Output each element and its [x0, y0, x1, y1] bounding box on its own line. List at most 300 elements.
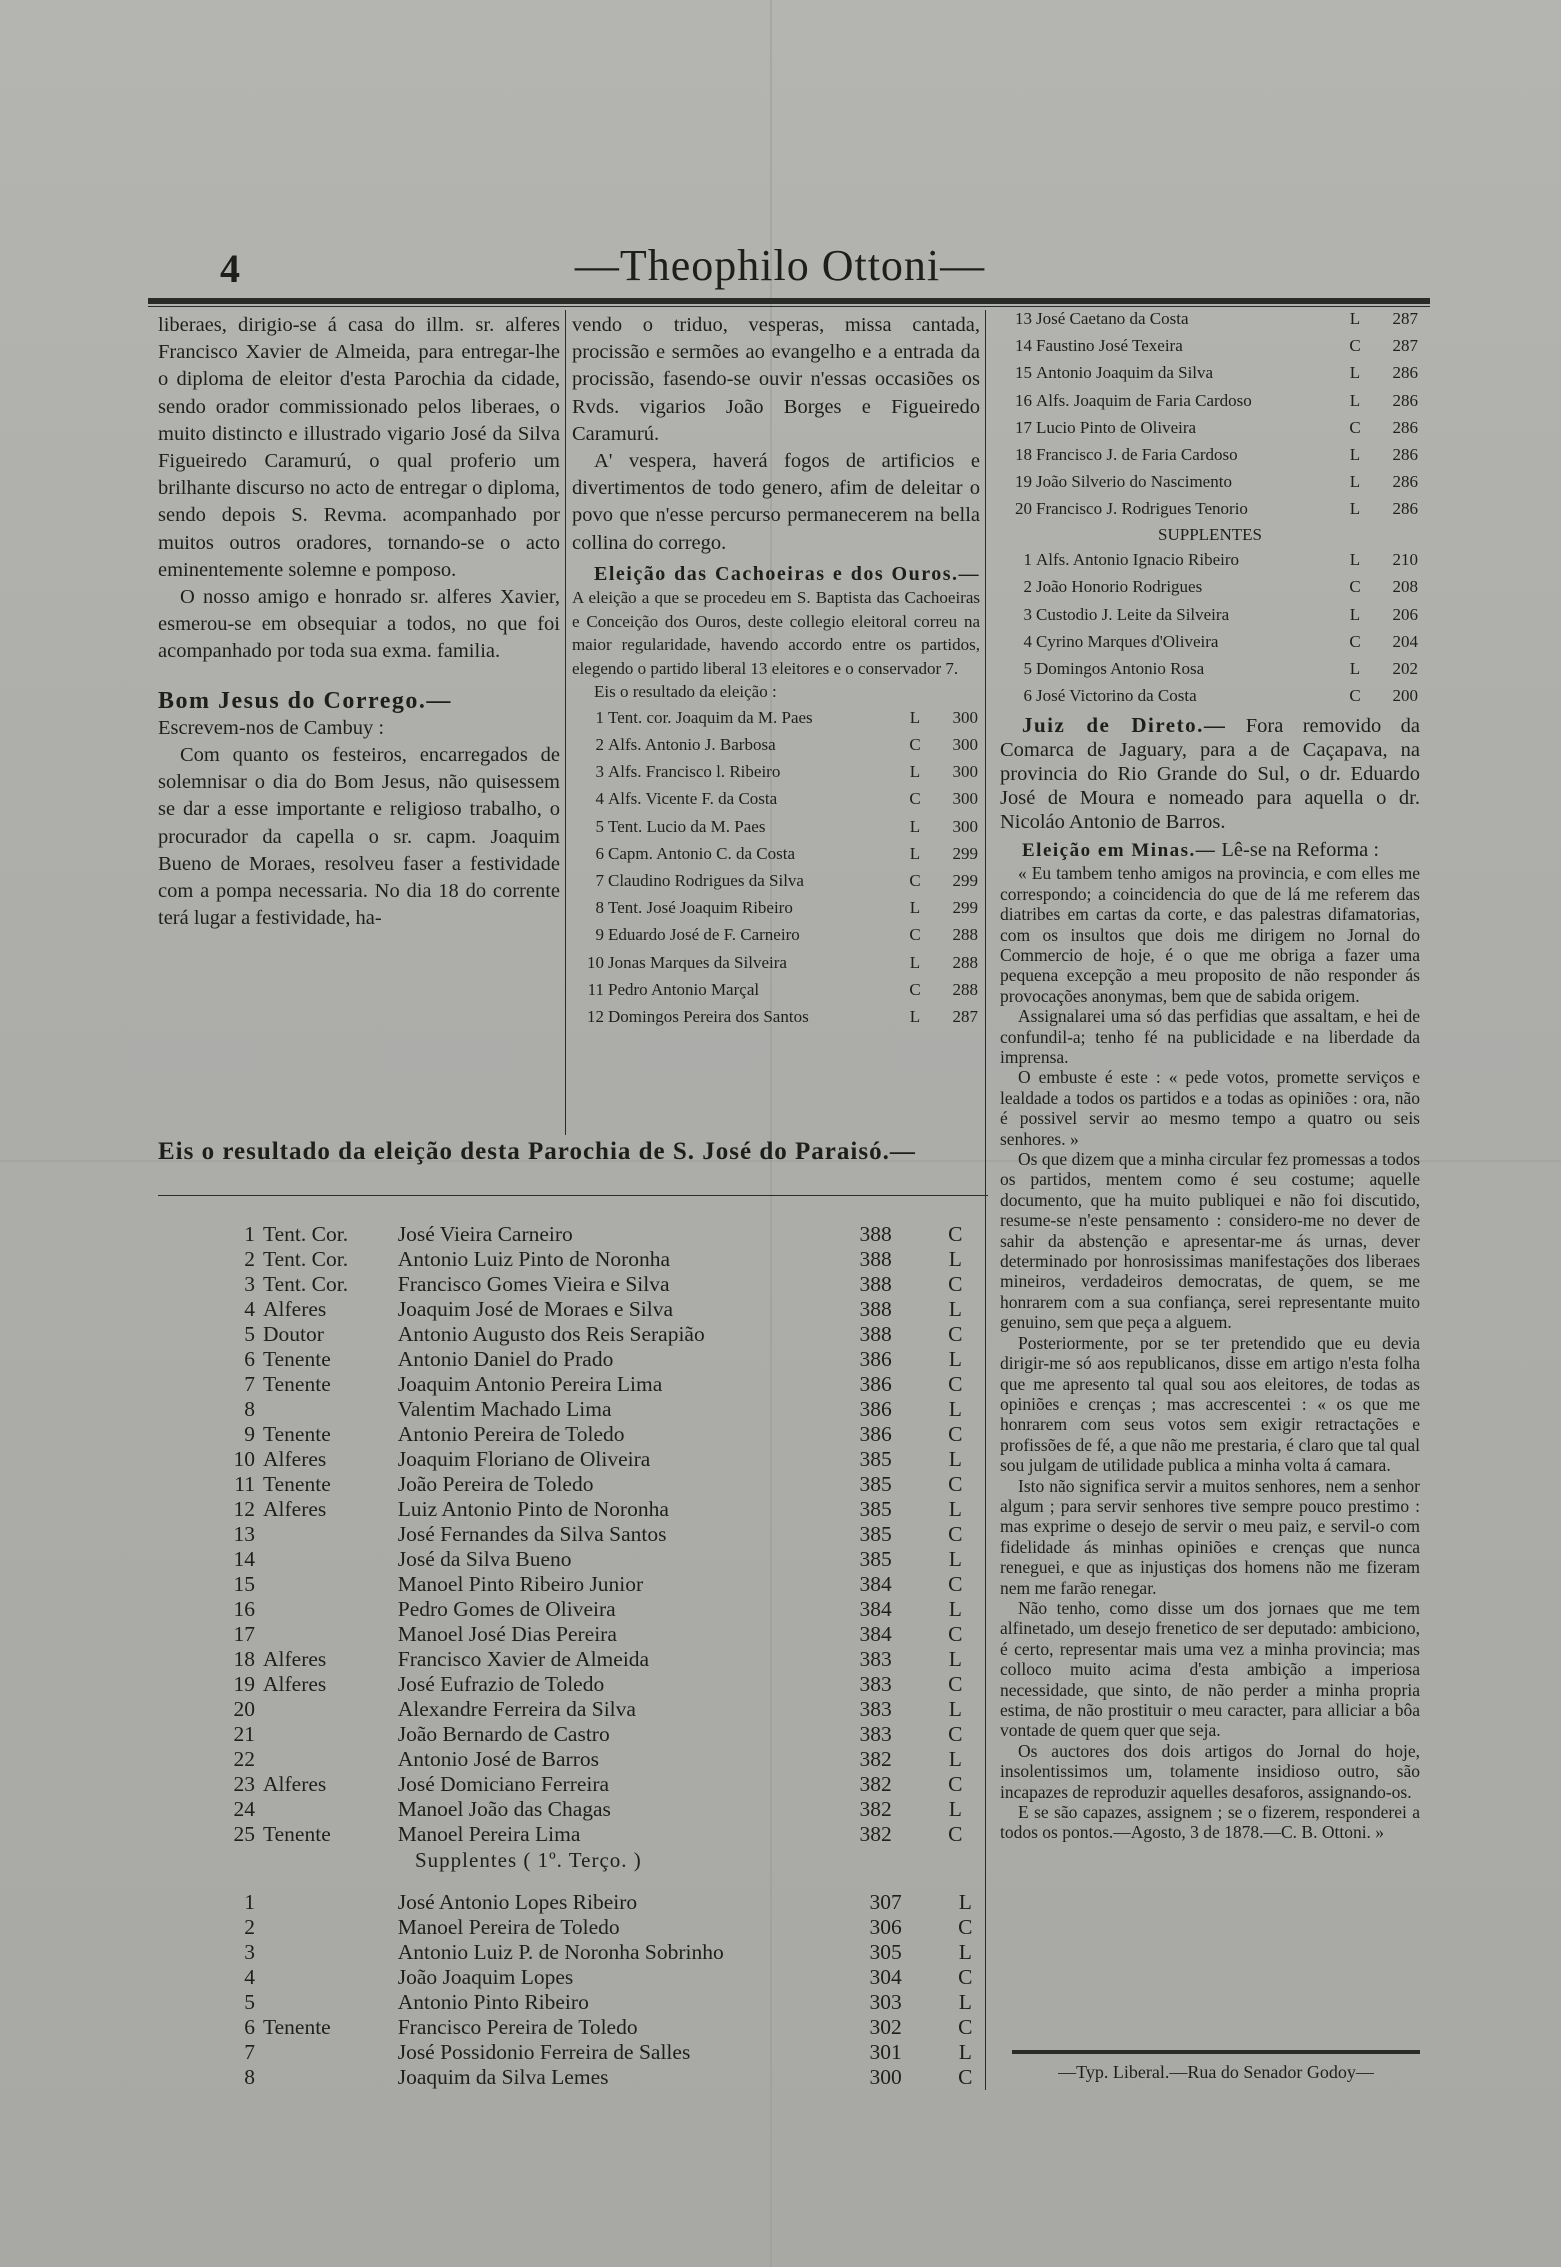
juiz-heading: Juiz de Direto.— [1022, 713, 1227, 738]
candidate-name: José Domiciano Ferreira [397, 1772, 610, 1796]
row-number: 7 [244, 1372, 255, 1396]
candidate-name: José Eufrazio de Toledo [397, 1672, 605, 1696]
party-letter: C [1349, 417, 1361, 437]
party-letter: C [948, 1372, 963, 1396]
minas-letter [1000, 863, 1420, 1843]
candidate-name: Antonio Luiz Pinto de Noronha [397, 1247, 671, 1271]
party-letter: L [1349, 472, 1361, 492]
masthead-title: —Theophilo Ottoni— [574, 241, 986, 290]
cachoeiras-result-row [572, 813, 980, 840]
candidate-rank [259, 1965, 394, 1990]
row-number: 5 [595, 816, 604, 836]
candidate-rank [259, 1547, 394, 1572]
row-number: 8 [244, 1397, 255, 1421]
vote-count: 300 [952, 707, 978, 727]
vote-count: 386 [859, 1397, 892, 1421]
party-letter: C [1349, 686, 1361, 706]
row-number: 3 [244, 1272, 255, 1296]
sao-jose-result-row [210, 1272, 990, 1297]
minas-letter-paragraph: Assignalarei uma só das perfidias que assaltam, e hei de confundil-a; tenho fé na publicidade e na liberdade da imprensa. [1000, 1006, 1420, 1067]
sao-jose-result-row [210, 1697, 990, 1722]
row-number: 16 [1015, 390, 1032, 410]
party-letter: L [1349, 390, 1361, 410]
candidate-name: Antonio Pinto Ribeiro [397, 1990, 589, 2014]
row-number: 2 [1023, 577, 1032, 597]
party-letter: C [1349, 336, 1361, 356]
candidate-name: Francisco J. Rodrigues Tenorio [1036, 499, 1248, 519]
minas-letter-paragraph: Isto não significa servir a muitos senhores, nem a senhor algum ; para servir senhores tive sempre pouco prestimo : mas exprime o desejo de servir o meu paiz, e servil-o com fidelidade ás minhas opiniões e crenças que nunca reneguei, e que as injustiças dos homens não me fizeram nem me farão renegar. [1000, 1475, 1420, 1598]
col2-paragraph-1: vendo o triduo, vesperas, missa cantada, procissão e sermões ao evangelho e a entrada da procissão, fasendo-se ouvir n'essas occasiões os Rvds. vigarios João Borges e Figueiredo Caramurú. [572, 314, 980, 445]
row-number: 6 [1023, 686, 1032, 706]
party-letter: L [948, 1347, 962, 1371]
party-letter: L [958, 1890, 972, 1914]
vote-count: 287 [952, 1007, 978, 1027]
cachoeiras-result-row [1000, 305, 1420, 332]
party-letter: L [948, 1247, 962, 1271]
party-letter: L [948, 1447, 962, 1471]
candidate-name: Manoel Pinto Ribeiro Junior [397, 1572, 644, 1596]
vote-count: 302 [869, 2015, 902, 2039]
vote-count: 306 [869, 1915, 902, 1939]
vote-count: 384 [859, 1622, 892, 1646]
candidate-rank [259, 1722, 394, 1747]
vote-count: 299 [952, 871, 978, 891]
vote-count: 300 [952, 789, 978, 809]
row-number: 7 [244, 2040, 255, 2064]
party-letter: L [1349, 604, 1361, 624]
row-number: 11 [234, 1472, 255, 1496]
minas-letter-paragraph: Os auctores dos dois artigos do Jornal do hoje, insolentissimos um, tolamente insidioso outro, são incapazes de reproduzir aquelles desaforos, assignando-os. [1000, 1740, 1420, 1802]
candidate-name: Claudino Rodrigues da Silva [608, 871, 804, 891]
party-letter: L [948, 1647, 962, 1671]
candidate-rank: Alferes [263, 1647, 327, 1671]
vote-count: 303 [869, 1990, 902, 2014]
party-letter: L [1349, 363, 1361, 383]
cachoeiras-result-row [572, 1003, 980, 1030]
row-number: 21 [233, 1722, 255, 1746]
vote-count: 300 [869, 2065, 902, 2089]
sao-jose-result-row [210, 1297, 990, 1322]
cachoeiras-result-row [572, 758, 980, 785]
cachoeiras-result-row [572, 785, 980, 812]
column-3 [1000, 305, 1420, 1843]
candidate-name: José Possidonio Ferreira de Salles [397, 2040, 691, 2064]
supplentes-heading: SUPPLENTES [1158, 524, 1262, 544]
row-number: 4 [244, 1297, 255, 1321]
party-letter: L [948, 1497, 962, 1521]
sao-jose-result-row [210, 1447, 990, 1472]
vote-count: 388 [859, 1247, 892, 1271]
candidate-name: Antonio Luiz P. de Noronha Sobrinho [397, 1940, 724, 1964]
vote-count: 210 [1392, 550, 1418, 570]
candidate-name: João Honorio Rodrigues [1036, 577, 1203, 597]
sao-jose-supplentes-title: Supplentes ( 1º. Terço. ) [415, 1848, 642, 1872]
party-letter: L [958, 1940, 972, 1964]
candidate-name: Alfs. Vicente F. da Costa [608, 789, 778, 809]
vote-count: 300 [952, 816, 978, 836]
candidate-name: Antonio Augusto dos Reis Serapião [397, 1322, 705, 1346]
minas-letter-paragraph: « Eu tambem tenho amigos na provincia, e com elles me correspondo; a coincidencia do que de lá me referem das diatribes em cartas da corte, e das palestras difamatorias, com os insultos que dois me dirigem no Jornal do Commercio de hoje, é o que me obriga a fazer uma pequena excepção a meu proposito de não responder ás provocações anonymas, bem que de sabida origem. [1000, 863, 1420, 1006]
row-number: 2 [595, 735, 604, 755]
vote-count: 385 [859, 1522, 892, 1546]
vote-count: 286 [1392, 499, 1418, 519]
row-number: 6 [244, 1347, 255, 1371]
row-number: 12 [233, 1497, 255, 1521]
candidate-rank [259, 1990, 394, 2015]
row-number: 5 [244, 1990, 255, 2014]
row-number: 13 [233, 1522, 255, 1546]
vote-count: 388 [859, 1322, 892, 1346]
candidate-rank [259, 1747, 394, 1772]
candidate-rank [259, 2040, 394, 2065]
candidate-name: Cyrino Marques d'Oliveira [1036, 631, 1219, 651]
candidate-name: Valentim Machado Lima [397, 1397, 612, 1421]
party-letter: C [909, 789, 921, 809]
row-number: 9 [244, 1422, 255, 1446]
row-number: 14 [233, 1547, 255, 1571]
candidate-rank [259, 1397, 394, 1422]
cachoeiras-result-row [1000, 332, 1420, 359]
row-number: 22 [233, 1747, 255, 1771]
juiz-text: Fora removido da Comarca de Jaguary, para a de Caçapava, na provincia do Rio Grande do Sul, o dr. Eduardo José de Moura e nomeado para aquella o dr. Nicoláo Antonio de Barros. [1000, 715, 1421, 834]
cachoeiras-result-row [572, 894, 980, 921]
vote-count: 382 [859, 1747, 892, 1771]
candidate-name: Pedro Gomes de Oliveira [397, 1597, 616, 1621]
candidate-name: Francisco Gomes Vieira e Silva [397, 1272, 670, 1296]
sao-jose-result-row [210, 1597, 990, 1622]
vote-count: 300 [952, 762, 978, 782]
party-letter: C [948, 1272, 963, 1296]
candidate-name: Faustino José Texeira [1036, 336, 1183, 356]
cachoeiras-result-row [1000, 468, 1420, 495]
candidate-rank [259, 2065, 394, 2090]
sao-jose-result-row [210, 1772, 990, 1797]
candidate-name: Joaquim José de Moraes e Silva [397, 1297, 674, 1321]
candidate-name: Pedro Antonio Marçal [608, 979, 760, 999]
candidate-rank [259, 1522, 394, 1547]
vote-count: 299 [952, 843, 978, 863]
vote-count: 286 [1392, 445, 1418, 465]
cachoeiras-result-row [572, 949, 980, 976]
sao-jose-title: Eis o resultado da eleição desta Parochia de S. José do Paraisó.— [158, 1138, 916, 1165]
vote-count: 385 [859, 1447, 892, 1471]
vote-count: 300 [952, 735, 978, 755]
party-letter: L [909, 1007, 921, 1027]
party-letter: L [909, 816, 921, 836]
sao-jose-supplente-row [210, 2065, 1000, 2090]
party-letter: L [909, 843, 921, 863]
col1-paragraph-3: Com quanto os festeiros, encarregados de solemnisar o dia do Bom Jesus, não quisessem se dar a esse importante e religioso trabalho, o procurador da capella o sr. capm. Joaquim Bueno de Moraes, resolveu faser a festividade com a pompa necessaria. No dia 18 do corrente terá lugar a festividade, ha- [158, 744, 560, 930]
vote-count: 287 [1392, 309, 1418, 328]
party-letter: L [948, 1747, 962, 1771]
row-number: 1 [244, 1890, 255, 1914]
party-letter: C [948, 1672, 963, 1696]
candidate-name: Tent. José Joaquim Ribeiro [608, 898, 793, 918]
candidate-name: Tent. Lucio da M. Paes [608, 816, 766, 836]
candidate-name: Alfs. Francisco l. Ribeiro [608, 762, 781, 782]
page-number: 4 [220, 246, 240, 291]
candidate-name: Antonio Pereira de Toledo [397, 1422, 625, 1446]
candidate-rank: Tenente [262, 2015, 331, 2039]
row-number: 23 [233, 1772, 255, 1796]
row-number: 16 [233, 1597, 255, 1621]
vote-count: 286 [1392, 363, 1418, 383]
vote-count: 286 [1392, 390, 1418, 410]
candidate-name: João Bernardo de Castro [397, 1722, 610, 1746]
candidate-rank: Alferes [263, 1772, 327, 1796]
party-letter: C [958, 2065, 973, 2089]
vote-count: 383 [859, 1697, 892, 1721]
party-letter: C [1349, 631, 1361, 651]
row-number: 7 [595, 871, 604, 891]
sao-jose-result-row [210, 1497, 990, 1522]
continued-results-table [1000, 305, 1420, 523]
candidate-name: Joaquim da Silva Lemes [397, 2065, 609, 2089]
party-letter: L [948, 1697, 962, 1721]
party-letter: C [909, 871, 921, 891]
sao-jose-result-row [210, 1472, 990, 1497]
vote-count: 286 [1392, 472, 1418, 492]
candidate-name: Jonas Marques da Silveira [608, 952, 787, 972]
party-letter: L [948, 1597, 962, 1621]
vote-count: 288 [952, 952, 978, 972]
candidate-name: Antonio Daniel do Prado [397, 1347, 614, 1371]
party-letter: L [1349, 309, 1361, 328]
sao-jose-supplente-row [210, 1965, 1000, 1990]
cachoeiras-supplente-row [1000, 546, 1420, 573]
candidate-name: Custodio J. Leite da Silveira [1036, 604, 1230, 624]
sao-jose-supplente-row [210, 2015, 1000, 2040]
candidate-rank: Alferes [263, 1297, 327, 1321]
party-letter: C [948, 1722, 963, 1746]
candidate-name: José Vieira Carneiro [397, 1222, 573, 1246]
party-letter: C [909, 925, 921, 945]
sao-jose-result-row [210, 1397, 990, 1422]
candidate-rank: Doutor [263, 1322, 324, 1346]
minas-letter-paragraph: E se são capazes, assignem ; se o fizerem, responderei a todos os pontos.—Agosto, 3 de 1878.—C. B. Ottoni. » [1000, 1802, 1420, 1843]
sao-jose-result-row [210, 1247, 990, 1272]
candidate-rank: Tenente [263, 1372, 331, 1396]
minas-letter-paragraph: Não tenho, como disse um dos jornaes que me tem alfinetado, um desejo frenetico de ser deputado: ambiciono, é certo, representar mais uma vez a minha provincia; mas colloco muito acima d'esta ambição a imperiosa necessidade, que sinto, de não perder a minha propria estima, de não prostituir o meu caracter, para alliciar a bôa vontade de quem quer que seja. [1000, 1597, 1420, 1741]
vote-count: 202 [1392, 658, 1418, 678]
row-number: 20 [1015, 499, 1032, 519]
column-rule-1 [565, 310, 566, 1135]
minas-letter-paragraph: Posteriormente, por se ter pretendido que eu devia dirigir-me só aos republicanos, disse em artigo n'esta folha que me apresento tal qual sou aos eleitores, de todas as opiniões e crenças ; mas accrescentei : « os que me honrarem com seus votos sem exigir retractações e profissões de fé, a que não me prestaria, é claro que tal qual sou julgam de utilidade publica a minha volta á camara. [1000, 1332, 1420, 1476]
row-number: 1 [1023, 550, 1032, 570]
col1-paragraph-1: liberaes, dirigio-se á casa do illm. sr. alferes Francisco Xavier de Almeida, para entregar-lhe o diploma de eleitor d'esta Parochia da cidade, sendo orador commissionado pelos liberaes, o muito distincto e illustrado vigario José da Silva Figueiredo Caramurú, o qual proferio um brilhante discurso no acto de entregar o diploma, sendo depois S. Revma. acompanhado por muitos outros oradores, tornando-se o acto eminentemente solemne e pomposo. [158, 314, 560, 581]
cachoeiras-result-row [1000, 414, 1420, 441]
candidate-name: Capm. Antonio C. da Costa [608, 843, 795, 863]
row-number: 14 [1015, 336, 1032, 356]
candidate-rank [259, 1697, 394, 1722]
candidate-name: João Silverio do Nascimento [1036, 472, 1232, 492]
candidate-rank [259, 1572, 394, 1597]
candidate-name: Alexandre Ferreira da Silva [397, 1697, 636, 1721]
party-letter: L [1349, 499, 1361, 519]
vote-count: 388 [859, 1222, 892, 1246]
col1-paragraph-2: O nosso amigo e honrado sr. alferes Xavier, esmerou-se em obsequiar a todos, no que foi acompanhado por toda sua exma. familia. [158, 586, 560, 663]
cachoeiras-heading: Eleição das Cachoeiras e dos Ouros.— [594, 562, 980, 585]
vote-count: 382 [859, 1797, 892, 1821]
candidate-rank [259, 1797, 394, 1822]
row-number: 11 [587, 979, 604, 999]
candidate-rank: Tent. Cor. [263, 1222, 349, 1246]
candidate-rank: Tenente [263, 1422, 331, 1446]
candidate-name: Manoel João das Chagas [397, 1797, 611, 1821]
printer-imprint: —Typ. Liberal.—Rua do Senador Godoy— [1058, 2062, 1374, 2082]
row-number: 5 [244, 1322, 255, 1346]
vote-count: 388 [859, 1297, 892, 1321]
sao-jose-supplente-row [210, 2040, 1000, 2065]
row-number: 20 [233, 1697, 255, 1721]
cachoeiras-result-intro: Eis o resultado da eleição : [594, 682, 777, 702]
candidate-name: Alfs. Antonio J. Barbosa [608, 735, 776, 755]
candidate-name: José da Silva Bueno [397, 1547, 572, 1571]
vote-count: 386 [859, 1347, 892, 1371]
cachoeiras-result-row [572, 704, 980, 731]
candidate-name: Domingos Antonio Rosa [1036, 658, 1205, 678]
row-number: 3 [1023, 604, 1032, 624]
sao-jose-result-row [210, 1572, 990, 1597]
candidate-rank: Tenente [263, 1822, 331, 1846]
vote-count: 286 [1392, 417, 1418, 437]
party-letter: C [948, 1322, 963, 1346]
party-letter: C [1349, 577, 1361, 597]
party-letter: L [948, 1297, 962, 1321]
row-number: 18 [1015, 445, 1032, 465]
candidate-name: João Pereira de Toledo [397, 1472, 594, 1496]
cachoeiras-supplente-row [1000, 655, 1420, 682]
sao-jose-supplente-row [210, 1940, 1000, 1965]
cachoeiras-result-row [572, 867, 980, 894]
row-number: 9 [595, 925, 604, 945]
party-letter: L [909, 762, 921, 782]
row-number: 4 [595, 789, 604, 809]
candidate-rank: Alferes [263, 1672, 327, 1696]
candidate-name: Francisco Pereira de Toledo [397, 2015, 638, 2039]
row-number: 1 [244, 1222, 255, 1246]
sao-jose-result-row [210, 1622, 990, 1647]
candidate-name: Alfs. Antonio Ignacio Ribeiro [1036, 550, 1240, 570]
candidate-rank: Tent. Cor. [263, 1272, 349, 1296]
vote-count: 383 [859, 1647, 892, 1671]
cachoeiras-supplente-row [1000, 682, 1420, 709]
vote-count: 384 [859, 1597, 892, 1621]
row-number: 8 [244, 2065, 255, 2089]
sao-jose-result-row [210, 1347, 990, 1372]
vote-count: 287 [1392, 336, 1418, 356]
party-letter: L [958, 2040, 972, 2064]
candidate-name: José Caetano da Costa [1036, 309, 1189, 328]
candidate-name: Eduardo José de F. Carneiro [608, 925, 800, 945]
cachoeiras-result-row [1000, 441, 1420, 468]
candidate-rank: Tenente [263, 1347, 331, 1371]
bom-jesus-byline: Escrevem-nos de Cambuy : [158, 716, 385, 739]
row-number: 1 [595, 707, 604, 727]
vote-count: 204 [1392, 631, 1418, 651]
party-letter: L [909, 952, 921, 972]
candidate-name: Lucio Pinto de Oliveira [1036, 417, 1197, 437]
vote-count: 383 [859, 1672, 892, 1696]
candidate-rank: Alferes [263, 1447, 327, 1471]
vote-count: 304 [869, 1965, 902, 1989]
candidate-rank [259, 1940, 394, 1965]
candidate-name: João Joaquim Lopes [397, 1965, 574, 1989]
row-number: 15 [233, 1572, 255, 1596]
row-number: 19 [1015, 472, 1032, 492]
row-number: 6 [595, 843, 604, 863]
candidate-name: Antonio José de Barros [397, 1747, 599, 1771]
row-number: 15 [1015, 363, 1032, 383]
sao-jose-supplente-row [210, 1915, 1000, 1940]
bom-jesus-heading: Bom Jesus do Corrego.— [158, 687, 452, 714]
candidate-rank [259, 1622, 394, 1647]
vote-count: 305 [869, 1940, 902, 1964]
row-number: 3 [595, 762, 604, 782]
vote-count: 200 [1392, 686, 1418, 706]
party-letter: C [948, 1472, 963, 1496]
candidate-name: Antonio Joaquim da Silva [1036, 363, 1214, 383]
sao-jose-supplente-row [210, 1890, 1000, 1915]
row-number: 13 [1015, 309, 1032, 328]
minas-intro: Lê-se na Reforma : [1221, 839, 1380, 862]
candidate-name: Luiz Antonio Pinto de Noronha [397, 1497, 669, 1521]
vote-count: 385 [859, 1547, 892, 1571]
minas-heading: Eleição em Minas.— [1022, 840, 1217, 862]
candidate-name: Francisco Xavier de Almeida [397, 1647, 650, 1671]
sao-jose-result-row [210, 1547, 990, 1572]
candidate-rank: Tent. Cor. [263, 1247, 349, 1271]
candidate-name: Alfs. Joaquim de Faria Cardoso [1036, 390, 1252, 410]
vote-count: 382 [859, 1772, 892, 1796]
sao-jose-results-table [210, 1222, 990, 1847]
cachoeiras-supplente-row [1000, 628, 1420, 655]
vote-count: 382 [859, 1822, 892, 1846]
candidate-name: José Antonio Lopes Ribeiro [397, 1890, 638, 1914]
vote-count: 385 [859, 1472, 892, 1496]
vote-count: 288 [952, 979, 978, 999]
row-number: 4 [1023, 631, 1032, 651]
cachoeiras-result-row [1000, 387, 1420, 414]
vote-count: 386 [859, 1422, 892, 1446]
candidate-rank [259, 1915, 394, 1940]
party-letter: C [958, 1915, 973, 1939]
sao-jose-result-row [210, 1722, 990, 1747]
row-number: 4 [244, 1965, 255, 1989]
vote-count: 383 [859, 1722, 892, 1746]
party-letter: C [948, 1772, 963, 1796]
party-letter: C [909, 979, 921, 999]
row-number: 10 [587, 952, 604, 972]
sao-jose-supplente-row [210, 1990, 1000, 2015]
row-number: 19 [233, 1672, 255, 1696]
sao-jose-result-row [210, 1422, 990, 1447]
party-letter: C [948, 1572, 963, 1596]
vote-count: 208 [1392, 577, 1418, 597]
candidate-rank: Alferes [263, 1497, 327, 1521]
candidate-name: José Victorino da Costa [1036, 686, 1197, 706]
party-letter: C [958, 1965, 973, 1989]
party-letter: L [1349, 550, 1361, 570]
candidate-name: Joaquim Antonio Pereira Lima [397, 1372, 663, 1396]
header-rule [148, 298, 1430, 304]
party-letter: L [909, 707, 921, 727]
cachoeiras-result-row [572, 840, 980, 867]
candidate-name: José Fernandes da Silva Santos [397, 1522, 667, 1546]
vote-count: 301 [869, 2040, 902, 2064]
sao-jose-supplentes-table [210, 1890, 1000, 2090]
row-number: 10 [233, 1447, 255, 1471]
